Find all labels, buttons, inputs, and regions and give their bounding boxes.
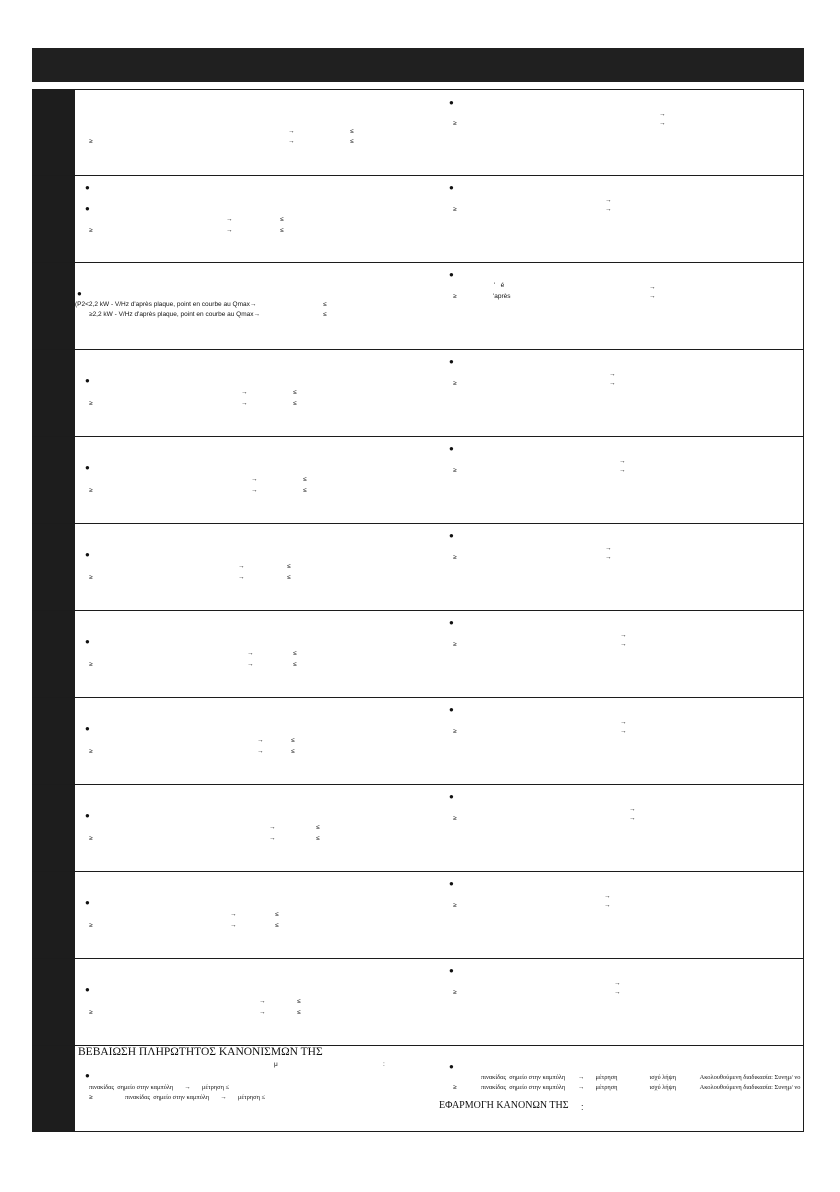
arrow-symbol: → [257,748,264,755]
arrow-symbol: → [620,728,627,735]
row-content [75,524,804,610]
greek-voltage-line-1: πινακίδας σημείο στην καμπύλη → μέτρηση ≤ [89,1084,230,1091]
bullet-icon: ● [449,1062,454,1071]
row-content [75,1046,804,1131]
arrow-symbol: → [629,806,636,813]
language-tab [32,524,75,610]
arrow-symbol: → [251,487,258,494]
colon-symbol: : [581,1102,584,1112]
le-symbol: ≤ [350,128,354,135]
arrow-symbol: → [226,216,233,223]
table-row [32,89,804,176]
text-fragment: 'après [493,293,511,300]
arrow-symbol: → [241,389,248,396]
ge-symbol: ≥ [89,138,93,145]
row-content [75,263,804,349]
right-column [439,959,803,1045]
ge-symbol: ≥ [89,661,93,668]
left-column [75,611,439,697]
greek-conformity-title: ΒΕΒΑΙΩΣΗ ΠΛΗΡΩΤΗΤΟΣ ΚΑΝΟΝΙΣΜΩΝ ΤΗΣ [78,1046,323,1058]
table-row [32,1046,804,1132]
table-row [32,176,804,263]
greek-power-line-2: πινακίδας σημείο στην καμπύλη → μέτρηση ισχύ λήψη Ακολουθούμενη διαδικασία: Συνημ/ νο [481,1084,801,1091]
le-symbol: ≤ [350,138,354,145]
bullet-icon: ● [449,792,454,801]
right-column [439,611,803,697]
bullet-icon: ● [85,811,90,820]
arrow-symbol: → [257,737,264,744]
row-content [75,698,804,784]
arrow-symbol: → [659,120,666,127]
arrow-symbol: → [241,400,248,407]
arrow-symbol: → [614,989,621,996]
ge-symbol: ≥ [453,467,457,474]
le-symbol: ≤ [287,563,291,570]
language-tab [32,959,75,1045]
mu-symbol: μ [274,1061,278,1068]
left-column [75,872,439,958]
arrow-symbol: → [620,719,627,726]
row-content [75,872,804,958]
language-tab [32,176,75,262]
left-column [75,263,439,349]
arrow-symbol: → [659,111,666,118]
row-content [75,611,804,697]
arrow-symbol: → [614,980,621,987]
ge-symbol: ≥ [453,206,457,213]
language-tab [32,872,75,958]
ge-symbol: ≥ [453,120,457,127]
bullet-icon: ● [85,463,90,472]
arrow-symbol: → [269,824,276,831]
bullet-icon: ● [85,1071,90,1080]
ge-symbol: ≥ [453,641,457,648]
header-bar [32,48,804,82]
arrow-symbol: → [259,998,266,1005]
le-symbol: ≤ [316,824,320,831]
row-content [75,437,804,523]
voltage-line-low: (P2<2,2 kW - V/Hz d'après plaque, point en courbe au Qmax→ [75,301,257,308]
ge-symbol: ≥ [89,574,93,581]
le-symbol: ≤ [280,216,284,223]
right-column [439,437,803,523]
right-column [439,524,803,610]
ge-symbol: ≥ [89,487,93,494]
arrow-symbol: → [238,563,245,570]
arrow-symbol: → [247,650,254,657]
le-symbol: ≤ [287,574,291,581]
bullet-icon: ● [449,618,454,627]
left-column [75,176,439,262]
arrow-symbol: → [609,371,616,378]
bullet-icon: ● [85,376,90,385]
left-column [75,350,439,436]
le-symbol: ≤ [323,301,327,308]
table-row [32,524,804,611]
table-row [32,872,804,959]
arrow-symbol: → [251,476,258,483]
arrow-symbol: → [649,293,656,300]
bullet-icon: ● [85,183,90,192]
arrow-symbol: → [605,554,612,561]
le-symbol: ≤ [293,661,297,668]
ge-symbol: ≥ [89,922,93,929]
le-symbol: ≤ [323,311,327,318]
ge-symbol: ≥ [453,293,457,300]
language-tab [32,350,75,436]
greek-application-title: ΕΦΑΡΜΟΓΗ ΚΑΝΟΝΩΝ ΤΗΣ [439,1100,569,1111]
le-symbol: ≤ [303,487,307,494]
ge-symbol: ≥ [89,835,93,842]
le-symbol: ≤ [293,650,297,657]
le-symbol: ≤ [275,911,279,918]
arrow-symbol: → [288,138,295,145]
le-symbol: ≤ [297,1009,301,1016]
le-symbol: ≤ [275,922,279,929]
arrow-symbol: → [259,1009,266,1016]
language-tab [32,611,75,697]
ge-symbol: ≥ [89,748,93,755]
table-row [32,959,804,1046]
arrow-symbol: → [605,206,612,213]
bullet-icon: ● [449,966,454,975]
language-tab [32,785,75,871]
arrow-symbol: → [649,284,656,291]
greek-power-line-1: πινακίδας σημείο στην καμπύλη → μέτρηση ισχύ λήψη Ακολουθούμενη διαδικασία: Συνημ/ νο [481,1074,801,1081]
language-tab [32,698,75,784]
arrow-symbol: → [226,227,233,234]
row-content [75,176,804,262]
arrow-symbol: → [629,815,636,822]
left-column [75,437,439,523]
le-symbol: ≤ [297,998,301,1005]
right-column [439,872,803,958]
ge-symbol: ≥ [453,728,457,735]
ge-symbol: ≥ [89,1009,93,1016]
bullet-icon: ● [449,270,454,279]
language-tab [32,1046,75,1131]
language-tab [32,90,75,175]
arrow-symbol: → [604,902,611,909]
le-symbol: ≤ [293,400,297,407]
row-content [75,959,804,1045]
right-column [439,785,803,871]
arrow-symbol: → [238,574,245,581]
table-row [32,263,804,350]
bullet-icon: ● [449,98,454,107]
left-column [75,1046,439,1131]
bullet-icon: ● [449,183,454,192]
left-column [75,524,439,610]
language-tab [32,263,75,349]
left-column [75,785,439,871]
arrow-symbol: → [619,458,626,465]
table-row [32,698,804,785]
arrow-symbol: → [230,922,237,929]
greek-voltage-line-2: πινακίδας σημείο στην καμπύλη → μέτρηση ≤ [125,1094,266,1101]
bullet-icon: ● [77,289,82,298]
left-column [75,698,439,784]
right-column [439,176,803,262]
table-row [32,350,804,437]
arrow-symbol: → [605,197,612,204]
ge-symbol: ≥ [453,1084,457,1091]
bullet-icon: ● [85,204,90,213]
arrow-symbol: → [269,835,276,842]
voltage-line-high: ≥2,2 kW - V/Hz d'après plaque, point en courbe au Qmax→ [89,311,261,318]
row-content [75,785,804,871]
row-content [75,90,804,175]
right-column [439,698,803,784]
bullet-icon: ● [85,724,90,733]
text-fragment: ' é [494,282,505,289]
le-symbol: ≤ [316,835,320,842]
le-symbol: ≤ [291,737,295,744]
le-symbol: ≤ [291,748,295,755]
table-row [32,437,804,524]
bullet-icon: ● [449,444,454,453]
le-symbol: ≤ [303,476,307,483]
bullet-icon: ● [85,637,90,646]
table-row [32,611,804,698]
bullet-icon: ● [449,357,454,366]
arrow-symbol: → [619,467,626,474]
colon-symbol: : [383,1061,385,1068]
ge-symbol: ≥ [453,554,457,561]
bullet-icon: ● [85,550,90,559]
ge-symbol: ≥ [453,815,457,822]
bullet-icon: ● [85,898,90,907]
ge-symbol: ≥ [89,227,93,234]
right-column [439,350,803,436]
arrow-symbol: → [247,661,254,668]
right-column [439,263,803,349]
ge-symbol: ≥ [453,902,457,909]
declaration-table [32,89,804,1132]
row-content [75,350,804,436]
ge-symbol: ≥ [89,1094,93,1101]
right-column [439,1046,803,1131]
language-tab [32,437,75,523]
arrow-symbol: → [288,128,295,135]
bullet-icon: ● [449,879,454,888]
le-symbol: ≤ [280,227,284,234]
bullet-icon: ● [449,705,454,714]
table-row [32,785,804,872]
bullet-icon: ● [85,985,90,994]
bullet-icon: ● [449,531,454,540]
ge-symbol: ≥ [89,400,93,407]
left-column [75,959,439,1045]
ge-symbol: ≥ [453,989,457,996]
arrow-symbol: → [620,632,627,639]
left-column [75,90,439,175]
arrow-symbol: → [604,893,611,900]
arrow-symbol: → [620,641,627,648]
arrow-symbol: → [605,545,612,552]
arrow-symbol: → [230,911,237,918]
right-column [439,90,803,175]
arrow-symbol: → [609,380,616,387]
ge-symbol: ≥ [453,380,457,387]
le-symbol: ≤ [293,389,297,396]
